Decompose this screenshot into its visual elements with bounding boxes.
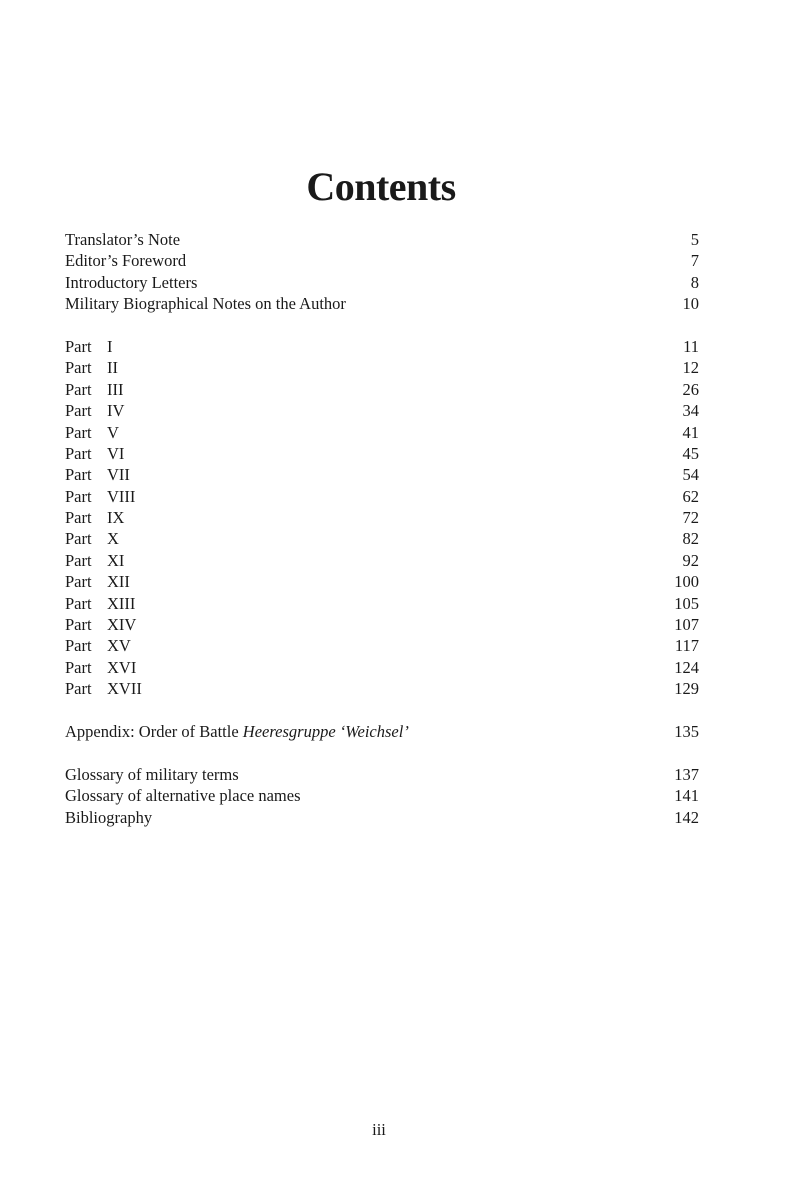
- part-numeral: X: [107, 529, 119, 549]
- toc-part-entry[interactable]: [65, 400, 699, 421]
- part-word: Part: [65, 508, 92, 528]
- toc-entry-page: 105: [674, 593, 699, 613]
- toc-part-entry[interactable]: [65, 443, 699, 464]
- part-word: Part: [65, 358, 92, 378]
- part-word: Part: [65, 572, 92, 592]
- toc-part-entry[interactable]: [65, 379, 699, 400]
- part-word: Part: [65, 465, 92, 485]
- toc-part-entry[interactable]: [65, 678, 699, 699]
- toc-entry-page: 11: [683, 336, 699, 356]
- part-word: Part: [65, 636, 92, 656]
- toc-entry-label: Glossary of alternative place names: [65, 786, 301, 806]
- part-numeral: XV: [107, 636, 131, 656]
- part-word: Part: [65, 529, 92, 549]
- section-spacer: [65, 700, 699, 721]
- toc-entry-page: 34: [682, 401, 699, 421]
- toc-entry-label: Bibliography: [65, 807, 153, 827]
- toc-entry-page: 62: [682, 486, 699, 506]
- part-numeral: VI: [107, 443, 125, 463]
- part-word: Part: [65, 679, 92, 699]
- section-spacer: [65, 742, 699, 763]
- toc-entry-page: 5: [690, 230, 699, 249]
- part-word: Part: [65, 657, 92, 677]
- toc-entry-label: Glossary of military terms: [65, 764, 239, 784]
- toc-part-entry[interactable]: [65, 571, 699, 592]
- part-word: Part: [65, 615, 92, 635]
- part-numeral: II: [107, 358, 118, 378]
- appendix-label-italic: Heeresgruppe ‘Weichsel’: [242, 721, 409, 741]
- toc-entry[interactable]: [65, 293, 699, 314]
- toc-entry-page: 8: [690, 272, 699, 292]
- part-word: Part: [65, 401, 92, 421]
- page-number: iii: [372, 1120, 386, 1139]
- appendix-label-prefix: Appendix: Order of Battle: [65, 721, 243, 741]
- toc-entry-page: 45: [682, 443, 699, 463]
- toc-entry-page: 54: [682, 465, 699, 485]
- toc-entry[interactable]: [65, 807, 699, 828]
- toc-entry[interactable]: [65, 250, 699, 271]
- part-numeral: XII: [107, 572, 130, 592]
- toc-entry-label: Military Biographical Notes on the Author: [65, 294, 346, 314]
- toc-entry-label: [65, 721, 409, 742]
- toc-entry-label: Editor’s Foreword: [65, 251, 187, 271]
- toc-part-entry[interactable]: [65, 464, 699, 485]
- toc-entry-page: 117: [674, 636, 699, 656]
- part-numeral: V: [107, 422, 119, 442]
- toc-entry-page: 141: [674, 786, 699, 806]
- toc-entry-page: 10: [682, 294, 699, 314]
- toc-part-entry[interactable]: [65, 593, 699, 614]
- part-word: Part: [65, 550, 92, 570]
- part-word: Part: [65, 443, 92, 463]
- part-word: Part: [65, 593, 92, 613]
- part-word: Part: [65, 486, 92, 506]
- part-numeral: VIII: [107, 486, 136, 506]
- toc-part-entry[interactable]: [65, 635, 699, 656]
- back-matter-list: [65, 764, 699, 828]
- toc-entry[interactable]: [65, 764, 699, 785]
- part-numeral: IV: [107, 401, 125, 421]
- toc-part-entry[interactable]: [65, 422, 699, 443]
- part-numeral: IX: [107, 508, 125, 528]
- part-numeral: I: [107, 336, 113, 356]
- toc-entry-label: Introductory Letters: [65, 272, 198, 292]
- part-numeral: VII: [107, 465, 130, 485]
- table-of-contents: [65, 229, 699, 828]
- part-numeral: XIII: [107, 593, 136, 613]
- toc-appendix-entry[interactable]: [65, 721, 699, 742]
- toc-entry-page: 41: [682, 422, 699, 442]
- toc-entry[interactable]: [65, 272, 699, 293]
- part-numeral: XVII: [107, 679, 142, 699]
- part-word: Part: [65, 336, 92, 356]
- toc-part-entry[interactable]: [65, 486, 699, 507]
- toc-entry-page: 107: [674, 615, 699, 635]
- toc-entry-page: 82: [682, 529, 699, 549]
- toc-entry[interactable]: [65, 785, 699, 806]
- part-numeral: XVI: [107, 657, 137, 677]
- toc-part-entry[interactable]: [65, 614, 699, 635]
- toc-entry-page: 92: [682, 550, 699, 570]
- toc-entry-page: 124: [674, 657, 699, 677]
- toc-entry-page: 12: [682, 358, 699, 378]
- toc-part-entry[interactable]: [65, 528, 699, 549]
- appendix-list: [65, 721, 699, 742]
- part-numeral: XIV: [107, 615, 137, 635]
- toc-entry-page: 26: [682, 379, 699, 399]
- toc-entry-page: 72: [682, 508, 699, 528]
- toc-entry[interactable]: [65, 229, 699, 250]
- toc-part-entry[interactable]: [65, 550, 699, 571]
- toc-part-entry[interactable]: [65, 507, 699, 528]
- part-word: Part: [65, 379, 92, 399]
- toc-entry-page: 100: [674, 572, 699, 592]
- front-matter-list: [65, 229, 699, 315]
- part-word: Part: [65, 422, 92, 442]
- section-spacer: [65, 315, 699, 336]
- toc-entry-page: 135: [674, 721, 699, 741]
- part-numeral: XI: [107, 550, 125, 570]
- toc-entry-page: 142: [674, 807, 699, 827]
- part-numeral: III: [107, 379, 124, 399]
- toc-entry-page: 137: [674, 764, 699, 784]
- toc-entry-label: Translator’s Note: [65, 230, 181, 249]
- toc-part-entry[interactable]: [65, 336, 699, 357]
- toc-entry-page: 129: [674, 679, 699, 699]
- toc-part-entry[interactable]: [65, 357, 699, 378]
- toc-entry-page: 7: [690, 251, 699, 271]
- parts-list: [65, 336, 699, 700]
- toc-part-entry[interactable]: [65, 657, 699, 678]
- page-title: Contents: [306, 164, 456, 209]
